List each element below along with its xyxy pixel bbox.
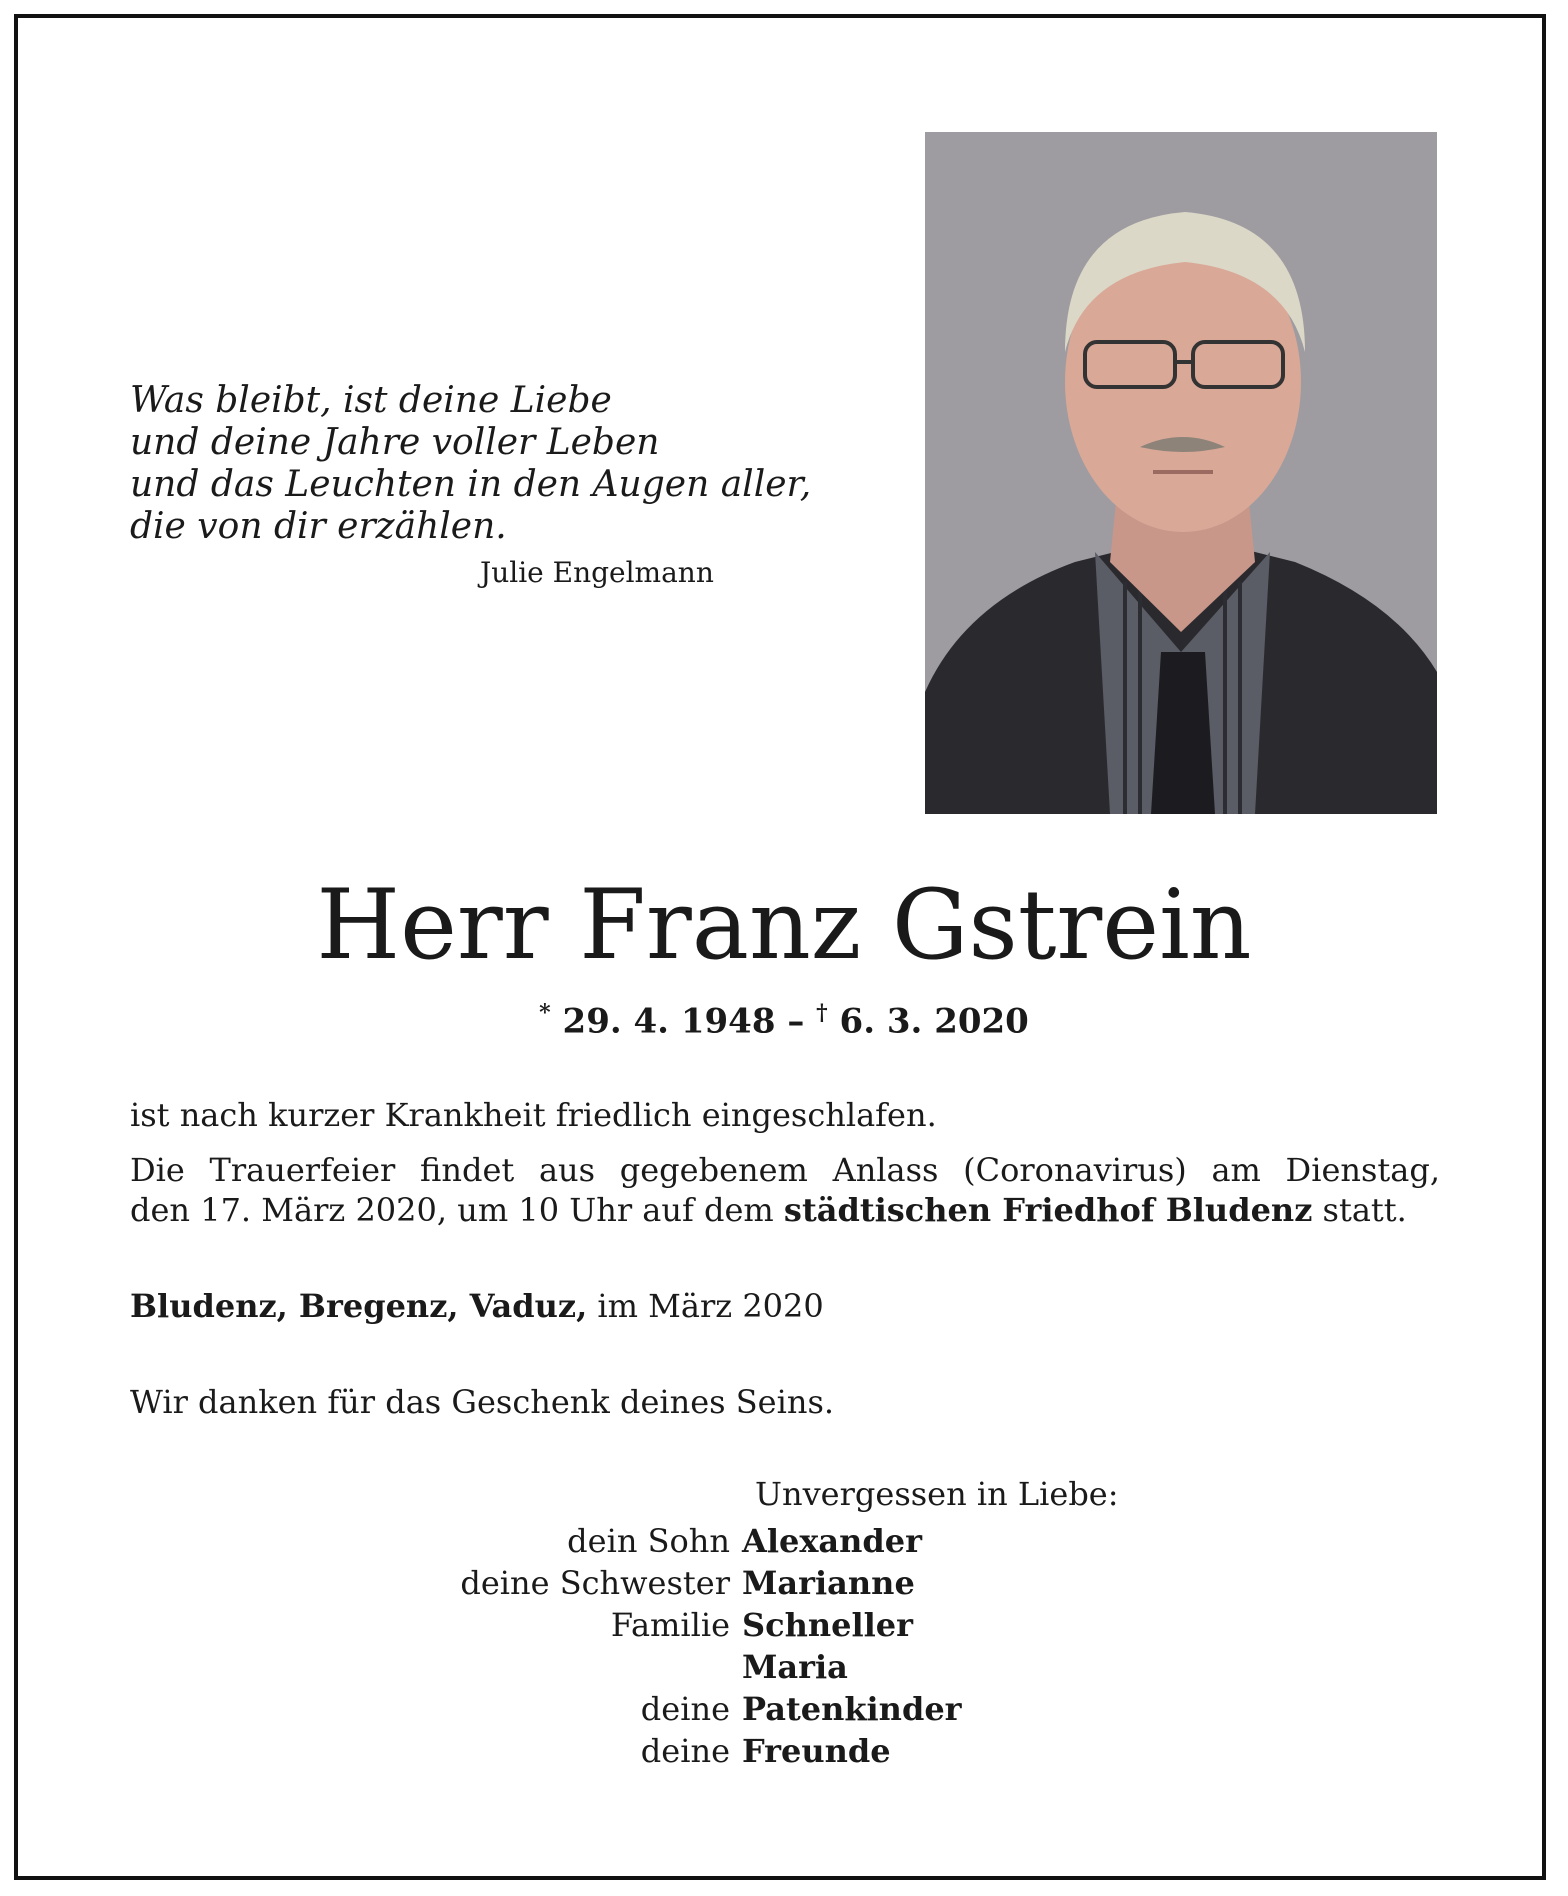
deceased-name: Herr Franz Gstrein (316, 869, 1252, 981)
mourners-heading: Unvergessen in Liebe: (755, 1475, 1119, 1513)
service-text-pre: den 17. März 2020, um 10 Uhr auf dem (130, 1191, 784, 1229)
mourner-name: Schneller (742, 1606, 914, 1644)
places: Bludenz, Bregenz, Vaduz, (130, 1287, 588, 1325)
mourner-relation: dein Sohn (567, 1522, 730, 1560)
death-date: 6. 3. 2020 (839, 1001, 1029, 1042)
list-item (300, 1730, 962, 1772)
list-item (300, 1562, 962, 1604)
quote-line: und deine Jahre voller Leben (130, 422, 660, 463)
life-dates (0, 1000, 1568, 1041)
mourner-relation (300, 1646, 742, 1688)
mourner-name: Maria (742, 1648, 848, 1686)
mourner-name: Alexander (742, 1522, 923, 1560)
death-symbol: † (816, 1000, 828, 1026)
quote-author: Julie Engelmann (480, 556, 714, 589)
service-text-line2 (130, 1190, 1440, 1230)
portrait-illustration (925, 132, 1437, 814)
quote-line: und das Leuchten in den Augen aller, (130, 464, 812, 505)
poem-quote (130, 380, 812, 548)
month-year: im März 2020 (587, 1287, 824, 1325)
list-item (300, 1646, 962, 1688)
list-item (300, 1688, 962, 1730)
place-and-date (130, 1286, 1440, 1326)
portrait-photo (925, 132, 1437, 814)
service-text-line1: Die Trauerfeier findet aus gegebenem Anlass (Coronavirus) am Dienstag, (130, 1151, 1440, 1189)
quote-line: Was bleibt, ist deine Liebe (130, 380, 612, 421)
birth-date: 29. 4. 1948 (562, 1001, 776, 1042)
mourner-name: Freunde (742, 1732, 891, 1770)
announcement-text: ist nach kurzer Krankheit friedlich eingeschlafen. (130, 1096, 937, 1134)
quote-line: die von dir erzählen. (130, 506, 507, 547)
date-separator: – (787, 1001, 805, 1042)
service-text-post: statt. (1312, 1191, 1407, 1229)
mourner-relation: deine (640, 1690, 730, 1728)
mourner-relation: Familie (610, 1606, 730, 1644)
list-item (300, 1604, 962, 1646)
mourner-name: Patenkinder (742, 1690, 962, 1728)
mourner-relation: deine (640, 1732, 730, 1770)
mourner-name: Marianne (742, 1564, 915, 1602)
mourners-list (300, 1520, 962, 1772)
service-location: städtischen Friedhof Bludenz (783, 1191, 1313, 1229)
birth-symbol: * (539, 1000, 551, 1026)
list-item (300, 1520, 962, 1562)
thanks-text: Wir danken für das Geschenk deines Seins. (130, 1383, 835, 1421)
mourner-relation: deine Schwester (460, 1564, 730, 1602)
